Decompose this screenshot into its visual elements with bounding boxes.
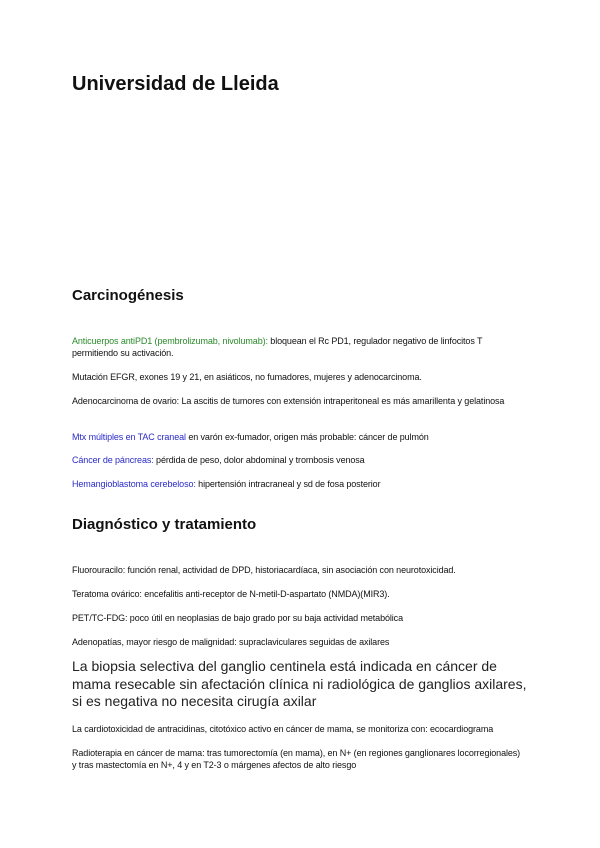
paragraph: Adenopatías, mayor riesgo de malignidad: supraclaviculares seguidas de axilares [72,637,390,647]
highlight-term: Hemangioblastoma cerebeloso: [72,479,196,489]
paragraph: La cardiotoxicidad de antracidinas, citotóxico activo en cáncer de mama, se monitoriza con: ecocardiograma [72,724,494,734]
paragraph-text: en varón ex-fumador, origen más probable: cáncer de pulmón [185,432,429,442]
paragraph: Radioterapia en cáncer de mama: tras tumorectomía (en mama), en N+ (en regiones ganglionares locorregionales) y tras mastectomía en N+, 4 y en T2-3 o márgenes afectos de alto riesgo [72,748,521,770]
highlight-term: Mtx múltiples en TAC craneal [72,432,186,442]
page-title: Universidad de Lleida [72,73,279,95]
highlight-term: Anticuerpos antiPD1 (pembrolizumab, nivolumab): [72,336,268,346]
paragraph-large: La biopsia selectiva del ganglio centinela está indicada en cáncer de mama resecable sin afectación clínica ni radiológica de ganglios axilares, si es negativa no necesita cirugía axilar [72,658,527,709]
paragraph [72,478,522,490]
paragraph [72,431,522,443]
paragraph: Fluorouracilo: función renal, actividad de DPD, historiacardíaca, sin asociación con neurotoxicidad. [72,565,456,575]
paragraph: Teratoma ovárico: encefalitis anti-receptor de N-metil-D-aspartato (NMDA)(MIR3). [72,589,390,599]
paragraph-text: bloquean el Rc PD1, regulador negativo de linfocitos T permitiendo su activación. [72,336,483,358]
paragraph [72,454,522,466]
paragraph-text: pérdida de peso, dolor abdominal y trombosis venosa [153,455,365,465]
section-heading-diagnostico: Diagnóstico y tratamiento [72,516,257,533]
highlight-term: Cáncer de páncreas: [72,455,154,465]
section-heading-carcinogenesis: Carcinogénesis [72,287,184,304]
paragraph-text: Mutación EFGR, exones 19 y 21, en asiáticos, no fumadores, mujeres y adenocarcinoma. [72,372,422,382]
paragraph [72,371,522,383]
paragraph-text: Adenocarcinoma de ovario: La ascitis de tumores con extensión intraperitoneal es más amarillenta y gelatinosa [72,396,505,406]
paragraph-text: hipertensión intracraneal y sd de fosa posterior [195,479,381,489]
paragraph: PET/TC-FDG: poco útil en neoplasias de bajo grado por su baja actividad metabólica [72,613,403,623]
paragraph [72,395,522,407]
paragraph [72,335,522,359]
